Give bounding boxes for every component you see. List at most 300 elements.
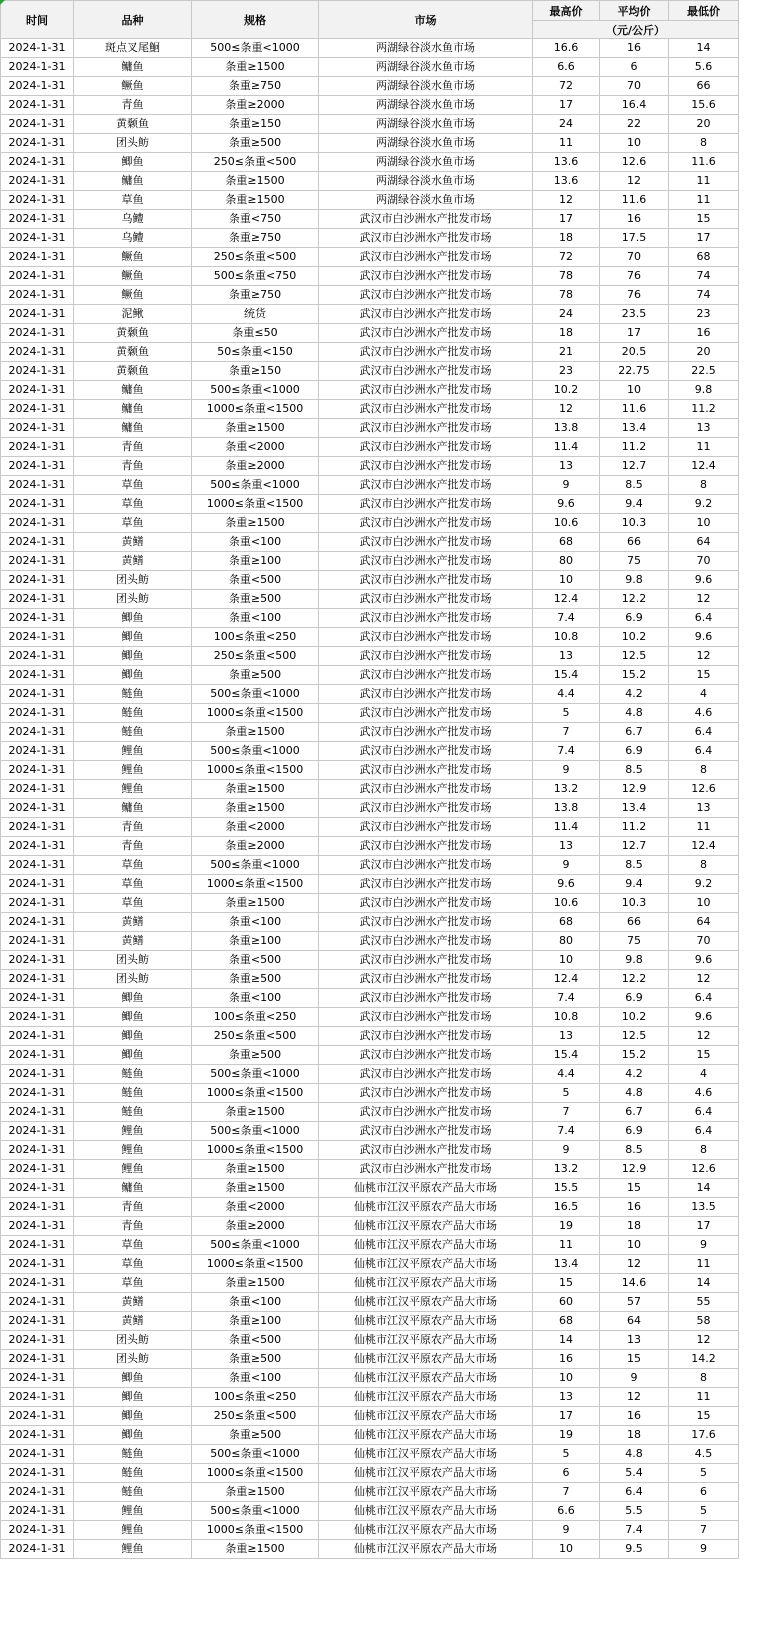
cell-avg-price: 76 bbox=[600, 286, 669, 305]
cell-market: 武汉市白沙洲水产批发市场 bbox=[319, 324, 533, 343]
cell-avg-price: 12 bbox=[600, 1388, 669, 1407]
cell-avg-price: 16 bbox=[600, 1198, 669, 1217]
cell-max-price: 7 bbox=[533, 1483, 600, 1502]
header-max-price: 最高价 bbox=[533, 1, 600, 21]
cell-min-price: 11 bbox=[669, 172, 739, 191]
cell-spec: 条重≥100 bbox=[192, 552, 319, 571]
cell-variety: 青鱼 bbox=[74, 96, 192, 115]
cell-max-price: 7.4 bbox=[533, 742, 600, 761]
cell-spec: 条重≥1500 bbox=[192, 1483, 319, 1502]
cell-variety: 乌鳢 bbox=[74, 210, 192, 229]
cell-avg-price: 20.5 bbox=[600, 343, 669, 362]
cell-market: 两湖绿谷淡水鱼市场 bbox=[319, 39, 533, 58]
cell-max-price: 13.8 bbox=[533, 799, 600, 818]
table-row bbox=[1, 609, 739, 628]
cell-avg-price: 9.4 bbox=[600, 495, 669, 514]
cell-spec: 500≤条重<1000 bbox=[192, 381, 319, 400]
cell-max-price: 15 bbox=[533, 1274, 600, 1293]
cell-variety: 鲤鱼 bbox=[74, 1521, 192, 1540]
table-row bbox=[1, 1122, 739, 1141]
cell-variety: 黄颡鱼 bbox=[74, 362, 192, 381]
cell-spec: 1000≤条重<1500 bbox=[192, 761, 319, 780]
cell-spec: 条重≥1500 bbox=[192, 894, 319, 913]
cell-market: 武汉市白沙洲水产批发市场 bbox=[319, 381, 533, 400]
table-row bbox=[1, 1008, 739, 1027]
cell-avg-price: 9.8 bbox=[600, 951, 669, 970]
cell-avg-price: 5.5 bbox=[600, 1502, 669, 1521]
cell-time: 2024-1-31 bbox=[1, 704, 74, 723]
cell-min-price: 16 bbox=[669, 324, 739, 343]
cell-max-price: 24 bbox=[533, 115, 600, 134]
cell-avg-price: 15 bbox=[600, 1179, 669, 1198]
cell-market: 武汉市白沙洲水产批发市场 bbox=[319, 267, 533, 286]
cell-max-price: 10.6 bbox=[533, 514, 600, 533]
cell-avg-price: 75 bbox=[600, 932, 669, 951]
table-row bbox=[1, 780, 739, 799]
cell-variety: 鳙鱼 bbox=[74, 381, 192, 400]
cell-market: 武汉市白沙洲水产批发市场 bbox=[319, 685, 533, 704]
table-row bbox=[1, 210, 739, 229]
cell-min-price: 5 bbox=[669, 1502, 739, 1521]
cell-max-price: 13 bbox=[533, 1388, 600, 1407]
cell-market: 武汉市白沙洲水产批发市场 bbox=[319, 362, 533, 381]
cell-spec: 1000≤条重<1500 bbox=[192, 1464, 319, 1483]
cell-spec: 条重≥1500 bbox=[192, 58, 319, 77]
cell-spec: 条重≥750 bbox=[192, 229, 319, 248]
table-row bbox=[1, 115, 739, 134]
cell-max-price: 12 bbox=[533, 191, 600, 210]
cell-max-price: 9 bbox=[533, 1521, 600, 1540]
cell-max-price: 10.8 bbox=[533, 1008, 600, 1027]
cell-avg-price: 12 bbox=[600, 172, 669, 191]
cell-time: 2024-1-31 bbox=[1, 1084, 74, 1103]
cell-max-price: 10.2 bbox=[533, 381, 600, 400]
cell-avg-price: 9 bbox=[600, 1369, 669, 1388]
cell-avg-price: 16.4 bbox=[600, 96, 669, 115]
cell-variety: 鲢鱼 bbox=[74, 685, 192, 704]
cell-time: 2024-1-31 bbox=[1, 1388, 74, 1407]
cell-max-price: 24 bbox=[533, 305, 600, 324]
header-time: 时间 bbox=[1, 1, 74, 39]
cell-time: 2024-1-31 bbox=[1, 172, 74, 191]
cell-market: 武汉市白沙洲水产批发市场 bbox=[319, 457, 533, 476]
cell-time: 2024-1-31 bbox=[1, 39, 74, 58]
cell-min-price: 8 bbox=[669, 476, 739, 495]
table-row bbox=[1, 647, 739, 666]
cell-min-price: 9.6 bbox=[669, 951, 739, 970]
cell-max-price: 15.4 bbox=[533, 1046, 600, 1065]
cell-spec: 500≤条重<1000 bbox=[192, 1445, 319, 1464]
cell-min-price: 10 bbox=[669, 514, 739, 533]
cell-spec: 条重<500 bbox=[192, 951, 319, 970]
cell-avg-price: 12.9 bbox=[600, 780, 669, 799]
cell-time: 2024-1-31 bbox=[1, 1103, 74, 1122]
cell-variety: 斑点叉尾鮰 bbox=[74, 39, 192, 58]
cell-variety: 鲢鱼 bbox=[74, 1464, 192, 1483]
cell-spec: 250≤条重<500 bbox=[192, 153, 319, 172]
cell-avg-price: 6.4 bbox=[600, 1483, 669, 1502]
cell-spec: 1000≤条重<1500 bbox=[192, 495, 319, 514]
cell-market: 武汉市白沙洲水产批发市场 bbox=[319, 1103, 533, 1122]
table-row bbox=[1, 894, 739, 913]
cell-time: 2024-1-31 bbox=[1, 286, 74, 305]
cell-variety: 鲤鱼 bbox=[74, 780, 192, 799]
table-row bbox=[1, 1407, 739, 1426]
table-row bbox=[1, 742, 739, 761]
cell-min-price: 15 bbox=[669, 1407, 739, 1426]
table-row bbox=[1, 191, 739, 210]
cell-variety: 团头鲂 bbox=[74, 571, 192, 590]
cell-max-price: 12 bbox=[533, 400, 600, 419]
cell-max-price: 9.6 bbox=[533, 875, 600, 894]
cell-spec: 条重≥2000 bbox=[192, 837, 319, 856]
cell-spec: 条重<100 bbox=[192, 1369, 319, 1388]
cell-market: 武汉市白沙洲水产批发市场 bbox=[319, 419, 533, 438]
cell-max-price: 12.4 bbox=[533, 970, 600, 989]
cell-max-price: 60 bbox=[533, 1293, 600, 1312]
cell-max-price: 12.4 bbox=[533, 590, 600, 609]
cell-market: 仙桃市江汉平原农产品大市场 bbox=[319, 1198, 533, 1217]
cell-max-price: 15.4 bbox=[533, 666, 600, 685]
cell-avg-price: 11.6 bbox=[600, 400, 669, 419]
cell-max-price: 11.4 bbox=[533, 438, 600, 457]
cell-spec: 1000≤条重<1500 bbox=[192, 704, 319, 723]
cell-time: 2024-1-31 bbox=[1, 590, 74, 609]
cell-min-price: 9 bbox=[669, 1540, 739, 1559]
cell-max-price: 21 bbox=[533, 343, 600, 362]
cell-variety: 鲫鱼 bbox=[74, 1008, 192, 1027]
cell-min-price: 20 bbox=[669, 343, 739, 362]
cell-min-price: 11 bbox=[669, 191, 739, 210]
cell-max-price: 13 bbox=[533, 647, 600, 666]
cell-max-price: 11 bbox=[533, 1236, 600, 1255]
cell-spec: 条重≥2000 bbox=[192, 1217, 319, 1236]
cell-avg-price: 8.5 bbox=[600, 476, 669, 495]
cell-spec: 500≤条重<1000 bbox=[192, 1065, 319, 1084]
cell-avg-price: 10.2 bbox=[600, 628, 669, 647]
cell-variety: 鲫鱼 bbox=[74, 1426, 192, 1445]
cell-min-price: 5.6 bbox=[669, 58, 739, 77]
cell-max-price: 11.4 bbox=[533, 818, 600, 837]
cell-max-price: 10.8 bbox=[533, 628, 600, 647]
table-row bbox=[1, 1198, 739, 1217]
cell-variety: 黄鳝 bbox=[74, 1293, 192, 1312]
cell-max-price: 13.2 bbox=[533, 780, 600, 799]
cell-max-price: 78 bbox=[533, 286, 600, 305]
cell-avg-price: 64 bbox=[600, 1312, 669, 1331]
cell-avg-price: 70 bbox=[600, 77, 669, 96]
cell-time: 2024-1-31 bbox=[1, 1350, 74, 1369]
cell-min-price: 9.2 bbox=[669, 875, 739, 894]
cell-variety: 黄鳝 bbox=[74, 913, 192, 932]
cell-min-price: 15 bbox=[669, 666, 739, 685]
table-row bbox=[1, 533, 739, 552]
cell-variety: 鲤鱼 bbox=[74, 1502, 192, 1521]
corner-marker bbox=[0, 0, 5, 5]
table-row bbox=[1, 1274, 739, 1293]
cell-spec: 500≤条重<1000 bbox=[192, 39, 319, 58]
cell-variety: 鲫鱼 bbox=[74, 1407, 192, 1426]
cell-spec: 条重<100 bbox=[192, 913, 319, 932]
cell-min-price: 5 bbox=[669, 1464, 739, 1483]
cell-variety: 草鱼 bbox=[74, 1274, 192, 1293]
cell-min-price: 4.5 bbox=[669, 1445, 739, 1464]
header-variety: 品种 bbox=[74, 1, 192, 39]
cell-max-price: 13 bbox=[533, 457, 600, 476]
cell-min-price: 11 bbox=[669, 1388, 739, 1407]
cell-time: 2024-1-31 bbox=[1, 1483, 74, 1502]
cell-variety: 鲢鱼 bbox=[74, 1065, 192, 1084]
table-row bbox=[1, 1160, 739, 1179]
cell-max-price: 7.4 bbox=[533, 609, 600, 628]
cell-time: 2024-1-31 bbox=[1, 761, 74, 780]
cell-min-price: 8 bbox=[669, 761, 739, 780]
cell-variety: 鲫鱼 bbox=[74, 1027, 192, 1046]
table-row bbox=[1, 267, 739, 286]
cell-avg-price: 10 bbox=[600, 381, 669, 400]
cell-max-price: 10.6 bbox=[533, 894, 600, 913]
cell-market: 仙桃市江汉平原农产品大市场 bbox=[319, 1445, 533, 1464]
cell-time: 2024-1-31 bbox=[1, 685, 74, 704]
cell-max-price: 19 bbox=[533, 1426, 600, 1445]
table-row bbox=[1, 248, 739, 267]
cell-avg-price: 12.2 bbox=[600, 970, 669, 989]
cell-max-price: 72 bbox=[533, 77, 600, 96]
cell-avg-price: 22.75 bbox=[600, 362, 669, 381]
cell-time: 2024-1-31 bbox=[1, 229, 74, 248]
cell-avg-price: 17.5 bbox=[600, 229, 669, 248]
cell-avg-price: 11.2 bbox=[600, 438, 669, 457]
cell-max-price: 10 bbox=[533, 1540, 600, 1559]
cell-market: 武汉市白沙洲水产批发市场 bbox=[319, 514, 533, 533]
cell-spec: 250≤条重<500 bbox=[192, 1407, 319, 1426]
table-header bbox=[1, 1, 739, 39]
cell-market: 武汉市白沙洲水产批发市场 bbox=[319, 628, 533, 647]
cell-variety: 青鱼 bbox=[74, 818, 192, 837]
cell-max-price: 68 bbox=[533, 913, 600, 932]
cell-market: 仙桃市江汉平原农产品大市场 bbox=[319, 1369, 533, 1388]
cell-min-price: 11 bbox=[669, 818, 739, 837]
table-row bbox=[1, 989, 739, 1008]
cell-spec: 条重≥1500 bbox=[192, 799, 319, 818]
cell-time: 2024-1-31 bbox=[1, 1198, 74, 1217]
table-row bbox=[1, 77, 739, 96]
header-unit: （元/公斤） bbox=[533, 21, 739, 39]
cell-time: 2024-1-31 bbox=[1, 115, 74, 134]
cell-avg-price: 7.4 bbox=[600, 1521, 669, 1540]
cell-spec: 条重≥500 bbox=[192, 134, 319, 153]
cell-variety: 鳙鱼 bbox=[74, 799, 192, 818]
cell-variety: 黄颡鱼 bbox=[74, 343, 192, 362]
cell-market: 两湖绿谷淡水鱼市场 bbox=[319, 115, 533, 134]
cell-variety: 鲤鱼 bbox=[74, 1122, 192, 1141]
cell-market: 仙桃市江汉平原农产品大市场 bbox=[319, 1388, 533, 1407]
cell-max-price: 18 bbox=[533, 324, 600, 343]
cell-market: 仙桃市江汉平原农产品大市场 bbox=[319, 1236, 533, 1255]
cell-avg-price: 9.5 bbox=[600, 1540, 669, 1559]
cell-min-price: 12 bbox=[669, 647, 739, 666]
cell-time: 2024-1-31 bbox=[1, 1502, 74, 1521]
cell-max-price: 13.6 bbox=[533, 153, 600, 172]
cell-market: 仙桃市江汉平原农产品大市场 bbox=[319, 1540, 533, 1559]
cell-avg-price: 10.3 bbox=[600, 514, 669, 533]
table-row bbox=[1, 457, 739, 476]
cell-market: 武汉市白沙洲水产批发市场 bbox=[319, 1027, 533, 1046]
cell-variety: 鲤鱼 bbox=[74, 1160, 192, 1179]
cell-market: 仙桃市江汉平原农产品大市场 bbox=[319, 1407, 533, 1426]
cell-variety: 黄鳝 bbox=[74, 552, 192, 571]
cell-spec: 条重≥100 bbox=[192, 1312, 319, 1331]
cell-max-price: 15.5 bbox=[533, 1179, 600, 1198]
cell-market: 武汉市白沙洲水产批发市场 bbox=[319, 837, 533, 856]
cell-spec: 条重≥1500 bbox=[192, 780, 319, 799]
cell-market: 仙桃市江汉平原农产品大市场 bbox=[319, 1255, 533, 1274]
cell-time: 2024-1-31 bbox=[1, 552, 74, 571]
cell-variety: 鲢鱼 bbox=[74, 704, 192, 723]
cell-min-price: 4 bbox=[669, 685, 739, 704]
cell-time: 2024-1-31 bbox=[1, 780, 74, 799]
cell-time: 2024-1-31 bbox=[1, 305, 74, 324]
cell-min-price: 22.5 bbox=[669, 362, 739, 381]
cell-time: 2024-1-31 bbox=[1, 1179, 74, 1198]
cell-min-price: 11 bbox=[669, 1255, 739, 1274]
cell-spec: 条重≥100 bbox=[192, 932, 319, 951]
cell-market: 武汉市白沙洲水产批发市场 bbox=[319, 438, 533, 457]
cell-avg-price: 6.9 bbox=[600, 742, 669, 761]
cell-market: 武汉市白沙洲水产批发市场 bbox=[319, 343, 533, 362]
cell-min-price: 9.2 bbox=[669, 495, 739, 514]
cell-min-price: 6.4 bbox=[669, 742, 739, 761]
table-row bbox=[1, 571, 739, 590]
cell-spec: 条重≥750 bbox=[192, 77, 319, 96]
table-row bbox=[1, 39, 739, 58]
cell-min-price: 12 bbox=[669, 590, 739, 609]
cell-market: 武汉市白沙洲水产批发市场 bbox=[319, 856, 533, 875]
header-spec: 规格 bbox=[192, 1, 319, 39]
cell-time: 2024-1-31 bbox=[1, 381, 74, 400]
cell-market: 仙桃市江汉平原农产品大市场 bbox=[319, 1426, 533, 1445]
cell-spec: 1000≤条重<1500 bbox=[192, 1141, 319, 1160]
cell-avg-price: 10 bbox=[600, 134, 669, 153]
cell-time: 2024-1-31 bbox=[1, 970, 74, 989]
cell-spec: 条重<750 bbox=[192, 210, 319, 229]
cell-avg-price: 10.3 bbox=[600, 894, 669, 913]
cell-market: 仙桃市江汉平原农产品大市场 bbox=[319, 1464, 533, 1483]
cell-min-price: 4.6 bbox=[669, 1084, 739, 1103]
cell-min-price: 9.6 bbox=[669, 628, 739, 647]
cell-avg-price: 6.9 bbox=[600, 609, 669, 628]
cell-min-price: 20 bbox=[669, 115, 739, 134]
cell-max-price: 68 bbox=[533, 533, 600, 552]
cell-time: 2024-1-31 bbox=[1, 1331, 74, 1350]
table-row bbox=[1, 1179, 739, 1198]
cell-spec: 条重≥1500 bbox=[192, 172, 319, 191]
cell-avg-price: 4.2 bbox=[600, 685, 669, 704]
cell-market: 武汉市白沙洲水产批发市场 bbox=[319, 913, 533, 932]
cell-variety: 黄鳝 bbox=[74, 1312, 192, 1331]
cell-min-price: 14.2 bbox=[669, 1350, 739, 1369]
cell-avg-price: 12.5 bbox=[600, 1027, 669, 1046]
cell-max-price: 10 bbox=[533, 951, 600, 970]
cell-variety: 鲫鱼 bbox=[74, 666, 192, 685]
cell-avg-price: 8.5 bbox=[600, 1141, 669, 1160]
cell-spec: 条重<2000 bbox=[192, 438, 319, 457]
cell-time: 2024-1-31 bbox=[1, 1255, 74, 1274]
table-row bbox=[1, 723, 739, 742]
cell-min-price: 8 bbox=[669, 856, 739, 875]
table-row bbox=[1, 1046, 739, 1065]
cell-min-price: 17 bbox=[669, 1217, 739, 1236]
cell-max-price: 4.4 bbox=[533, 1065, 600, 1084]
cell-avg-price: 15.2 bbox=[600, 666, 669, 685]
cell-variety: 鳜鱼 bbox=[74, 248, 192, 267]
cell-avg-price: 4.8 bbox=[600, 1445, 669, 1464]
cell-time: 2024-1-31 bbox=[1, 457, 74, 476]
cell-spec: 250≤条重<500 bbox=[192, 647, 319, 666]
cell-time: 2024-1-31 bbox=[1, 495, 74, 514]
cell-variety: 鳙鱼 bbox=[74, 58, 192, 77]
cell-variety: 鲫鱼 bbox=[74, 628, 192, 647]
cell-variety: 鳜鱼 bbox=[74, 77, 192, 96]
cell-time: 2024-1-31 bbox=[1, 1236, 74, 1255]
cell-market: 武汉市白沙洲水产批发市场 bbox=[319, 704, 533, 723]
cell-market: 武汉市白沙洲水产批发市场 bbox=[319, 647, 533, 666]
cell-min-price: 6.4 bbox=[669, 723, 739, 742]
cell-time: 2024-1-31 bbox=[1, 951, 74, 970]
cell-market: 武汉市白沙洲水产批发市场 bbox=[319, 400, 533, 419]
cell-min-price: 12.6 bbox=[669, 1160, 739, 1179]
cell-time: 2024-1-31 bbox=[1, 1160, 74, 1179]
table-row bbox=[1, 1540, 739, 1559]
cell-min-price: 13 bbox=[669, 419, 739, 438]
cell-variety: 黄颡鱼 bbox=[74, 115, 192, 134]
cell-market: 两湖绿谷淡水鱼市场 bbox=[319, 134, 533, 153]
cell-avg-price: 6.9 bbox=[600, 989, 669, 1008]
cell-spec: 100≤条重<250 bbox=[192, 628, 319, 647]
cell-max-price: 10 bbox=[533, 1369, 600, 1388]
cell-min-price: 12.4 bbox=[669, 837, 739, 856]
table-row bbox=[1, 286, 739, 305]
table-row bbox=[1, 229, 739, 248]
cell-time: 2024-1-31 bbox=[1, 1426, 74, 1445]
cell-avg-price: 75 bbox=[600, 552, 669, 571]
cell-avg-price: 10 bbox=[600, 1236, 669, 1255]
cell-time: 2024-1-31 bbox=[1, 856, 74, 875]
cell-avg-price: 9.8 bbox=[600, 571, 669, 590]
cell-max-price: 23 bbox=[533, 362, 600, 381]
cell-variety: 鲤鱼 bbox=[74, 1141, 192, 1160]
cell-spec: 条重≥750 bbox=[192, 286, 319, 305]
cell-spec: 条重≤50 bbox=[192, 324, 319, 343]
cell-variety: 青鱼 bbox=[74, 837, 192, 856]
table-row bbox=[1, 704, 739, 723]
cell-variety: 草鱼 bbox=[74, 1236, 192, 1255]
cell-market: 武汉市白沙洲水产批发市场 bbox=[319, 495, 533, 514]
cell-min-price: 10 bbox=[669, 894, 739, 913]
cell-market: 两湖绿谷淡水鱼市场 bbox=[319, 77, 533, 96]
cell-variety: 鳜鱼 bbox=[74, 267, 192, 286]
cell-time: 2024-1-31 bbox=[1, 666, 74, 685]
cell-min-price: 9.6 bbox=[669, 1008, 739, 1027]
cell-market: 武汉市白沙洲水产批发市场 bbox=[319, 875, 533, 894]
cell-variety: 鳜鱼 bbox=[74, 286, 192, 305]
cell-market: 武汉市白沙洲水产批发市场 bbox=[319, 210, 533, 229]
cell-min-price: 8 bbox=[669, 134, 739, 153]
cell-max-price: 7 bbox=[533, 723, 600, 742]
cell-market: 两湖绿谷淡水鱼市场 bbox=[319, 58, 533, 77]
table-row bbox=[1, 1502, 739, 1521]
cell-spec: 条重<100 bbox=[192, 989, 319, 1008]
